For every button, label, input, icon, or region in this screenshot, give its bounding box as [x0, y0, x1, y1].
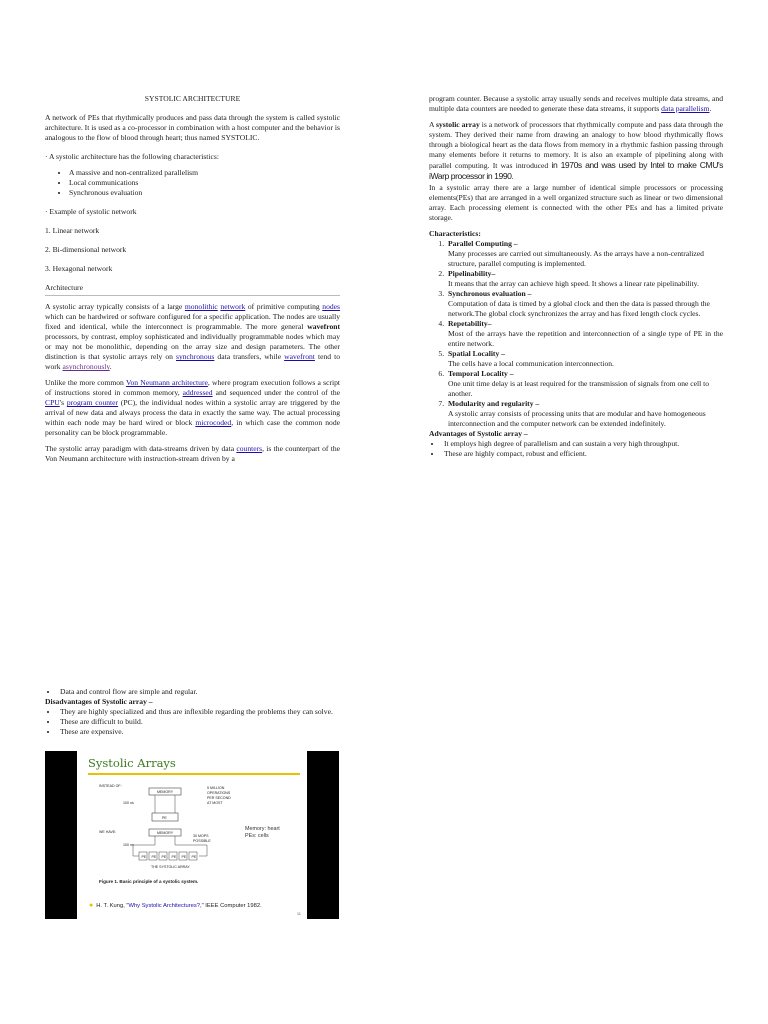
list-item: • These are difficult to build.: [58, 717, 340, 727]
list-item: • Data and control flow are simple and regular.: [58, 687, 340, 697]
network-bidimensional: 2. Bi-dimensional network: [45, 245, 127, 255]
list-item: • They are highly specialized and thus are inflexible regarding the problems they can solve.: [58, 707, 340, 717]
link-network[interactable]: network: [220, 302, 246, 312]
definition-paragraph: A systolic array is a network of processors that rhythmically compute and pass data through the system. They derived their name from drawing an analogy to how blood rhythmically flows through a biological heart as the data flows from memory in a rhythmic fashion passing through many elements before it returns to memory. It is also an example of pipelining along with parallel computing. It was introduced in 1970s and was used by Intel to make CMU's iWarp processor in 1990. In a systolic array there are a large number of identical simple processors or processing elements(PEs) that are arranged in a well organized structure such as linear or two dimensional array. Each processing element is connected with the other PEs and has a limited private storage.: [429, 120, 724, 222]
mops-line-2: POSSIBLE: [193, 839, 211, 843]
link-monolithic[interactable]: monolithic: [184, 302, 218, 312]
characteristics-list: [45, 168, 340, 198]
list-item: 6. Temporal Locality – One unit time delay is at least required for the transmission of signals from one cell to another.: [446, 369, 723, 399]
time-label-bottom: 100 ns: [123, 843, 134, 847]
memory-heart-line-2: PEs: cells: [245, 833, 269, 839]
intro-paragraph: A network of PEs that rhythmically produces and pass data through the system is called systolic architecture. It is used as a co-processor in combination with a host computer and the behavior is analogous to the flow of blood through heart; thus named SYSTOLIC.: [45, 113, 340, 143]
link-wavefront[interactable]: wavefront: [284, 352, 315, 362]
characteristics-heading: Characteristics:: [429, 228, 481, 238]
memory-label-top: MEMORY: [157, 790, 174, 794]
memory-label-bottom: MEMORY: [157, 831, 174, 835]
systolic-principle-diagram: [97, 779, 297, 899]
list-item: • Local communications: [69, 178, 340, 188]
link-data-parallelism[interactable]: data parallelism: [661, 104, 710, 114]
ops-line-2: OPERATIONS: [207, 791, 231, 795]
slide-title: Systolic Arrays: [88, 756, 176, 770]
link-nodes[interactable]: nodes: [322, 302, 340, 312]
architecture-paragraph-1: A systolic array typically consists of a large monolithic network of primitive computing nodes which can be hardwired or software configured for a specific application. The nodes are usually fixed and identical, while the interconnect is programmable. The more general wavefront processors, by contrast, employ sophisticated and individually programmable nodes which may or may not be monolithic, depending on the array size and design parameters. The other distinction is that systolic arrays rely on synchronous data transfers, while wavefront tend to work asynchronously.: [45, 302, 340, 372]
list-item: 1. Parallel Computing – Many processes are carried out simultaneously. As the arrays have a non-centralized structure, parallel computing is implemented.: [446, 239, 723, 269]
time-label-top: 100 ns: [123, 801, 134, 805]
reference-link[interactable]: Why Systolic Architectures?: [128, 903, 201, 909]
advantages-heading: Advantages of Systolic array –: [429, 429, 528, 439]
pe-cell-label: PE: [141, 855, 147, 859]
list-item: 2. Pipelinability– It means that the array can achieve high speed. It shows a linear rate pipelinability.: [446, 269, 723, 289]
figure-caption: Figure 1. Basic principle of a systolic system.: [99, 879, 199, 884]
history-text: in 1970s and was used by Intel to make CMU's iWarp processor in 1990: [429, 160, 723, 182]
slide-content: [77, 751, 307, 919]
ops-line-1: 5 MILLION: [207, 786, 225, 790]
pe-cell-label: PE: [161, 855, 167, 859]
systolic-arrays-slide: [45, 751, 339, 919]
slide-page-number: 11: [296, 910, 301, 916]
continuation-paragraph: program counter. Because a systolic array usually sends and receives multiple data streams, and multiple data counters are needed to generate these data streams, it supports data parallelism.: [429, 94, 723, 114]
pe-cell-label: PE: [151, 855, 157, 859]
ops-line-4: AT MOST: [207, 801, 223, 805]
link-microcoded[interactable]: microcoded: [195, 418, 232, 428]
document-title: SYSTOLIC ARCHITECTURE: [144, 94, 241, 103]
list-item: • Synchronous evaluation: [69, 188, 340, 198]
right-column: [429, 94, 723, 459]
link-asynchronously[interactable]: asynchronously: [62, 362, 110, 372]
network-hexagonal: 3. Hexagonal network: [45, 264, 113, 274]
pe-cell-label: PE: [191, 855, 197, 859]
link-von-neumann-architecture[interactable]: Von Neumann architecture: [125, 378, 208, 388]
memory-heart-line-1: Memory: heart: [245, 826, 280, 832]
slide-reference: ● H. T. Kung, "Why Systolic Architectures?," IEEE Computer 1982.: [89, 902, 262, 909]
advantages-list: [429, 439, 723, 459]
network-linear: 1. Linear network: [45, 226, 100, 236]
link-cpu[interactable]: CPU: [45, 398, 60, 408]
characteristics-ordered-list: [429, 239, 723, 429]
pe-cell-label: PE: [181, 855, 187, 859]
instead-of-label: INSTEAD OF:: [99, 784, 122, 788]
list-item: • It employs high degree of parallelism and can sustain a very high throughput.: [442, 439, 723, 449]
disadvantages-list: [45, 707, 340, 737]
slide-title-rule: [88, 773, 300, 775]
example-intro: · Example of systolic network: [45, 207, 137, 217]
list-item: 5. Spatial Locality – The cells have a local communication interconnection.: [446, 349, 723, 369]
advantages-continued-list: [45, 687, 340, 697]
link-synchronous[interactable]: synchronous: [175, 352, 215, 362]
list-item: • A massive and non-centralized parallelism: [69, 168, 340, 178]
architecture-heading: Architecture: [45, 283, 340, 296]
link-program-counter[interactable]: program counter: [66, 398, 119, 408]
link-addressed[interactable]: addressed: [182, 388, 213, 398]
systolic-array-label: THE SYSTOLIC ARRAY: [151, 865, 190, 869]
list-item: 4. Repetability– Most of the arrays have the repetition and interconnection of a single type of PE in the entire network.: [446, 319, 723, 349]
page-two-section: [45, 687, 340, 737]
disadvantages-heading: Disadvantages of Systolic array –: [45, 697, 153, 707]
list-item: • These are highly compact, robust and efficient.: [442, 449, 723, 459]
list-item: • These are expensive.: [58, 727, 340, 737]
architecture-paragraph-2: Unlike the more common Von Neumann architecture, where program execution follows a script of instructions stored in common memory, addressed and sequenced under the control of the CPU's program counter (PC), the individual nodes within a systolic array are triggered by the arrival of new data and always process the data in exactly the same way. The actual processing within each node may be hard wired or block microcoded, in which case the common node personality can be block programmable.: [45, 378, 341, 438]
list-item: 7. Modularity and regularity – A systolic array consists of processing units that are modular and have homogeneous interconnection and the computer network can be extended indefinitely.: [446, 399, 723, 429]
list-item: 3. Synchronous evaluation – Computation of data is timed by a global clock and then the data is passed through the network.The global clock synchronizes the array and has fixed length clock cycles.: [446, 289, 723, 319]
ops-line-3: PER SECOND: [207, 796, 231, 800]
link-counters[interactable]: counters: [236, 444, 263, 454]
pe-label-top: PE: [162, 816, 167, 820]
architecture-paragraph-3: The systolic array paradigm with data-streams driven by data counters, is the counterpart of the Von Neumann architecture with instruction-stream driven by a: [45, 444, 340, 464]
mops-line-1: 30 MOPS: [193, 834, 209, 838]
left-column: [45, 94, 340, 464]
pe-cell-label: PE: [171, 855, 177, 859]
bullet-icon: ●: [89, 902, 94, 909]
we-have-label: WE HAVE:: [99, 830, 117, 834]
characteristics-intro: · A systolic architecture has the following characteristics:: [45, 152, 219, 162]
